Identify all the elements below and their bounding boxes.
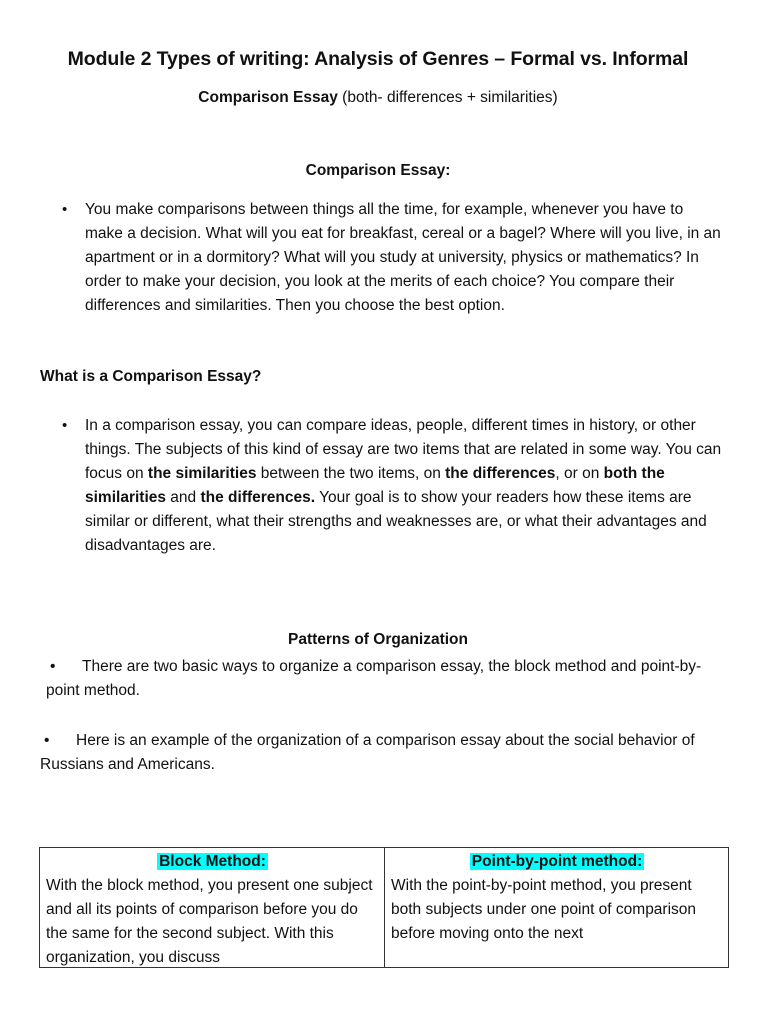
- bullet-example: [40, 729, 720, 777]
- point-by-point-body: With the point-by-point method, you present both subjects under one point of comparison before moving onto the next: [391, 877, 697, 942]
- block-method-heading: [46, 850, 379, 874]
- bold-text: both the similarities: [85, 465, 665, 506]
- bullet-comparison-intro: [62, 198, 722, 318]
- block-method-cell: [40, 848, 384, 967]
- point-by-point-heading: [391, 850, 723, 874]
- text-run: In a comparison essay, you can compare ideas, people, different times in history, or other things. The subjects of this kind of essay are two items that are related in some way. You can focus on: [85, 417, 722, 482]
- text-run: , or on: [555, 465, 604, 482]
- bullet-what-is: [62, 414, 722, 558]
- section-heading-what-is: What is a Comparison Essay?: [40, 368, 262, 385]
- bullet-text: Here is an example of the organization of a comparison essay about the social behavior of Russians and Americans.: [40, 732, 695, 773]
- bullet-two-ways: [46, 655, 726, 703]
- bullet-icon: •: [50, 658, 56, 675]
- bold-text: the differences: [445, 465, 556, 482]
- subtitle-bold: Comparison Essay: [198, 89, 338, 106]
- highlighted-heading: Block Method:: [159, 853, 266, 870]
- text-run: and: [166, 489, 201, 506]
- section-heading-patterns: Patterns of Organization: [288, 631, 468, 648]
- document-title: Module 2 Types of writing: Analysis of Genres – Formal vs. Informal: [67, 48, 689, 70]
- bold-text: the differences.: [200, 489, 316, 506]
- bullet-text: There are two basic ways to organize a comparison essay, the block method and point-by-point method.: [46, 658, 702, 699]
- subtitle-rest: (both- differences + similarities): [342, 89, 558, 106]
- block-method-body: With the block method, you present one subject and all its points of comparison before you do the same for the second subject. With this organization, you discuss: [46, 877, 373, 966]
- methods-table: [39, 847, 729, 968]
- highlighted-heading: Point-by-point method:: [471, 853, 643, 870]
- document-subtitle: [0, 89, 756, 107]
- bullet-icon: •: [62, 201, 68, 218]
- bullet-text: You make comparisons between things all the time, for example, whenever you have to make a decision. What will you eat for breakfast, cereal or a bagel? Where will you live, in an apartment or in a dormitory? What will you study at university, physics or mathematics? In order to make your decision, you look at the merits of each choice? You compare their differences and similarities. Then you choose the best option.: [85, 201, 721, 314]
- text-run: Your goal is to show your readers how these items are similar or different, what their strengths and weaknesses are, or what their advantages and disadvantages are.: [85, 489, 707, 554]
- bullet-text: [85, 414, 722, 558]
- section-heading-comparison-essay: Comparison Essay:: [305, 162, 451, 179]
- text-run: between the two items, on: [256, 465, 446, 482]
- bullet-icon: •: [44, 732, 50, 749]
- point-by-point-cell: [384, 848, 728, 967]
- bold-text: the similarities: [147, 465, 257, 482]
- bullet-icon: •: [62, 417, 68, 434]
